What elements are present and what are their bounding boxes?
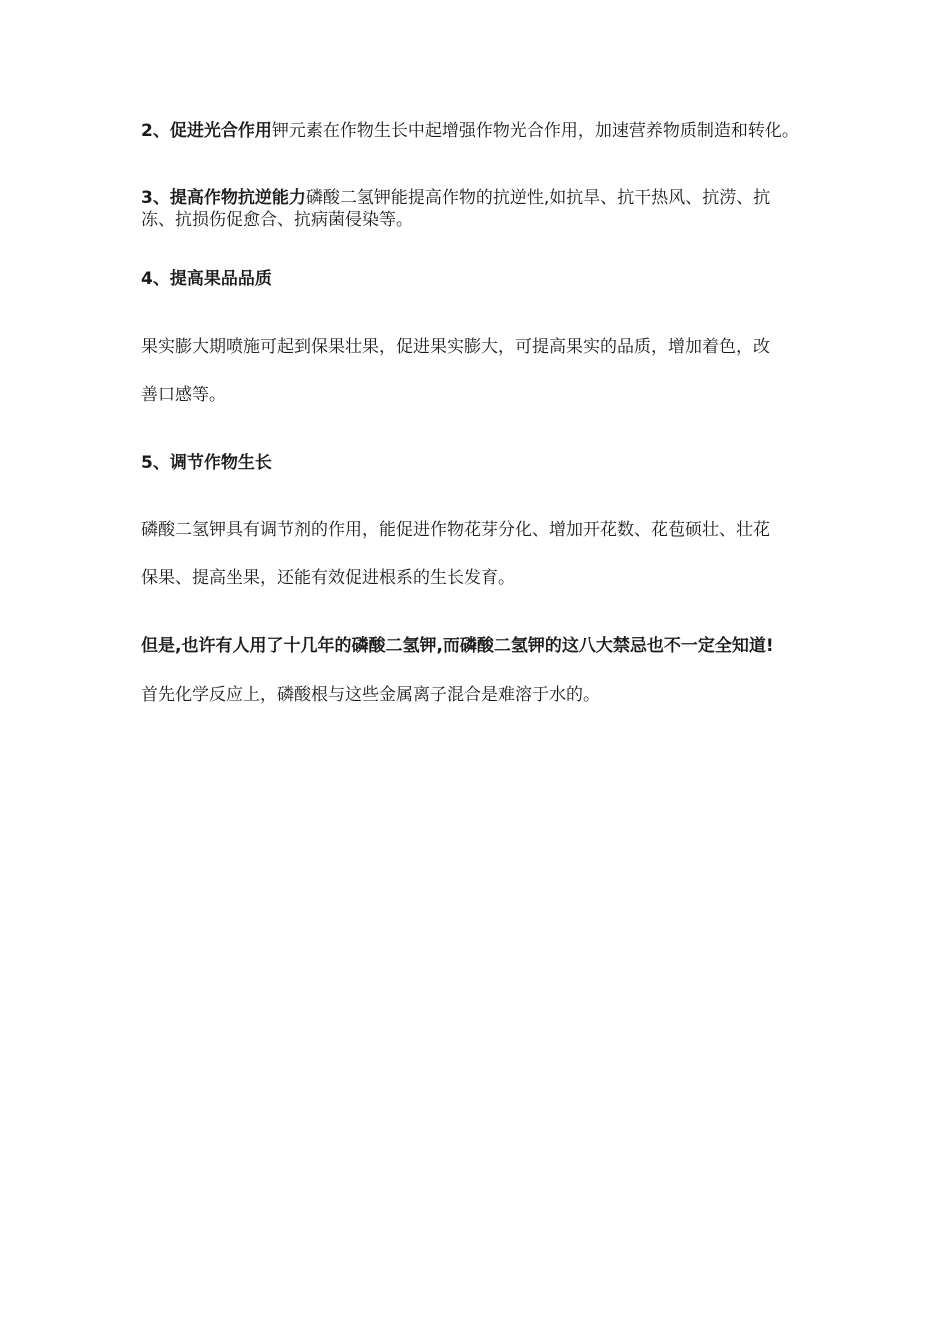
heading-photosynthesis: 2、促进光合作用 <box>141 121 272 141</box>
paragraph-stress-resistance <box>141 187 861 209</box>
text-stress-resistance-line2: 冻、抗损伤促愈合、抗病菌侵染等。 <box>141 210 413 230</box>
heading-stress-resistance: 3、提高作物抗逆能力 <box>141 188 306 208</box>
closing-text: 首先化学反应上，磷酸根与这些金属离子混合是难溶于水的。 <box>141 685 600 705</box>
text-growth-regulation-line2: 保果、提高坐果，还能有效促进根系的生长发育。 <box>141 568 515 588</box>
paragraph-stress-resistance-cont <box>141 209 861 231</box>
heading-growth-regulation: 5、调节作物生长 <box>141 453 272 473</box>
paragraph-photosynthesis <box>141 120 861 142</box>
text-photosynthesis: 钾元素在作物生长中起增强作物光合作用，加速营养物质制造和转化。 <box>271 121 799 141</box>
warning-text: 但是,也许有人用了十几年的磷酸二氢钾,而磷酸二氢钾的这八大禁忌也不一定全知道! <box>141 636 774 656</box>
text-fruit-quality-line2: 善口感等。 <box>141 385 226 405</box>
text-stress-resistance-line1: 磷酸二氢钾能提高作物的抗逆性,如抗旱、抗干热风、抗涝、抗 <box>305 188 771 208</box>
text-growth-regulation-line1: 磷酸二氢钾具有调节剂的作用，能促进作物花芽分化、增加开花数、花苞硕壮、壮花 <box>141 520 770 540</box>
text-fruit-quality-line1: 果实膨大期喷施可起到保果壮果，促进果实膨大，可提高果实的品质，增加着色，改 <box>141 337 770 357</box>
heading-fruit-quality: 4、提高果品品质 <box>141 269 272 289</box>
